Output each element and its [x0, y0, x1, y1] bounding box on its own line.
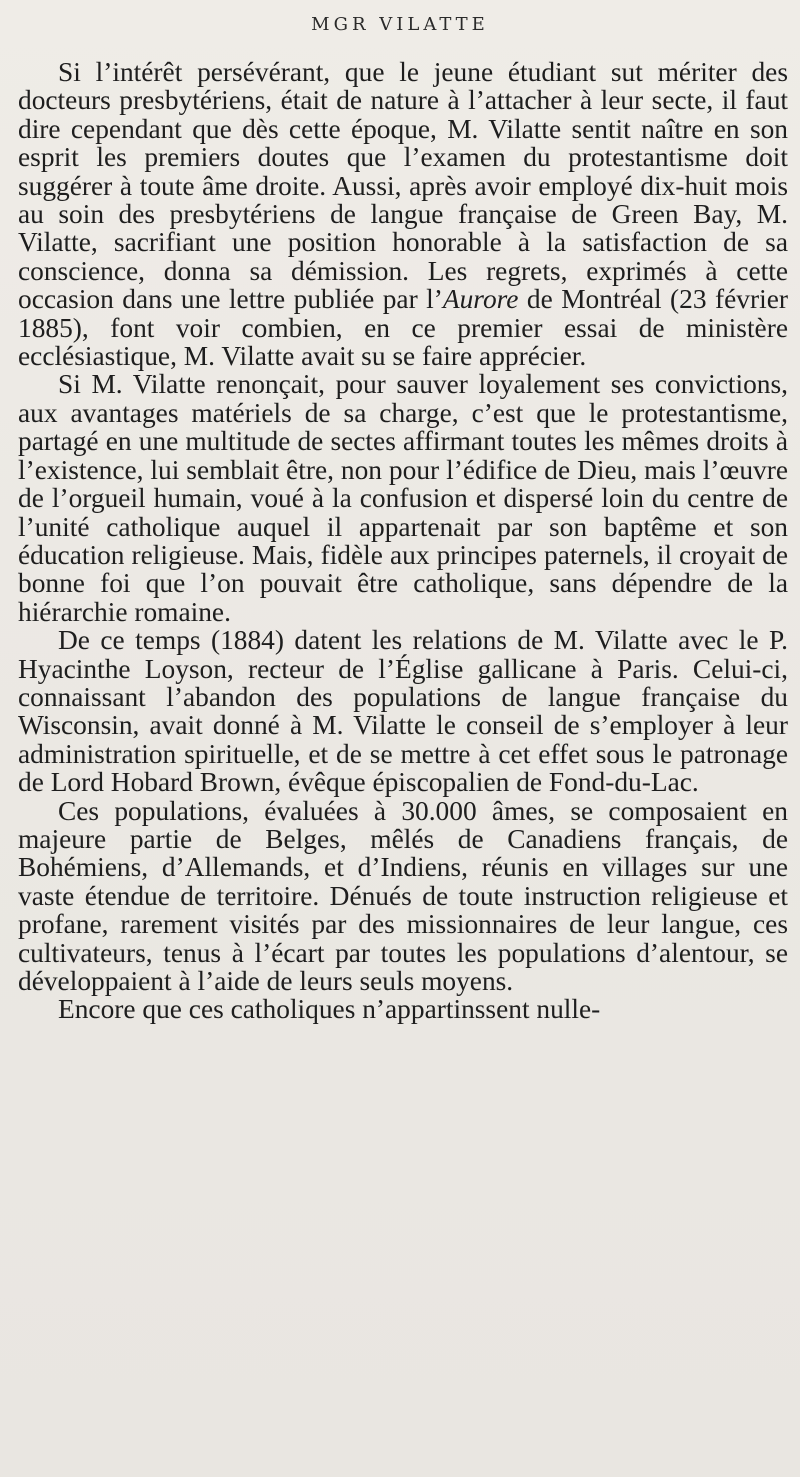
body-text [18, 58, 788, 1024]
paragraph-1-italic-title: Aurore [442, 284, 519, 315]
paragraph-2: Si M. Vilatte renonçait, pour sauver loyalement ses convictions, aux avantages matériels de sa charge, c’est que le protestantisme, partagé en une multitude de sectes affirmant toutes les mêmes droits à l’existence, lui semblait être, non pour l’édifice de Dieu, mais l’œuvre de l’orgueil humain, voué à la confusion et dispersé loin du centre de l’unité catholique auquel il appartenait par son baptême et son éducation religieuse. Mais, fidèle aux principes paternels, il croyait de bonne foi que l’on pouvait être catholique, sans dépendre de la hiérarchie romaine. [18, 369, 788, 627]
paragraph-4: Ces populations, évaluées à 30.000 âmes, se composaient en majeure partie de Belges, mêlés de Canadiens français, de Bohémiens, d’Allemands, et d’Indiens, réunis en villages sur une vaste étendue de territoire. Dénués de toute instruction religieuse et profane, rarement visités par des missionnaires de leur langue, ces cultivateurs, tenus à l’écart par toutes les populations d’alentour, se développaient à l’aide de leurs seuls moyens. [18, 795, 788, 996]
paragraph-1 [18, 58, 788, 370]
paragraph-3: De ce temps (1884) datent les relations de M. Vilatte avec le P. Hyacinthe Loyson, recteur de l’Église gallicane à Paris. Celui-ci, connaissant l’abandon des populations de langue française du Wisconsin, avait donné à M. Vilatte le conseil de s’employer à leur administration spirituelle, et de se mettre à cet effet sous le patronage de Lord Hobard Brown, évêque épiscopalien de Fond-du-Lac. [18, 625, 788, 798]
paragraph-1-text-a: Si l’intérêt persévérant, que le jeune étudiant sut mériter des docteurs presbytériens, était de nature à l’attacher à leur secte, il faut dire cependant que dès cette époque, M. Vilatte sentit naître en son esprit les premiers doutes que l’examen du protestantisme doit suggérer à toute âme droite. Aussi, après avoir employé dix-huit mois au soin des presbytériens de langue française de Green Bay, M. Vilatte, sacrifiant une position honorable à la satisfaction de sa conscience, donna sa démission. Les regrets, exprimés à cette occasion dans une lettre publiée par l’ [18, 57, 788, 315]
paragraph-5: Encore que ces catholiques n’appartinssent nulle- [58, 994, 601, 1025]
paragraph-1-text-b: de Montréal (23 février 1885), font voir combien, en ce premier essai de ministère ecclésiastique, M. Vilatte avait su se faire apprécier. [18, 284, 788, 372]
running-head: MGR VILATTE [311, 14, 489, 35]
